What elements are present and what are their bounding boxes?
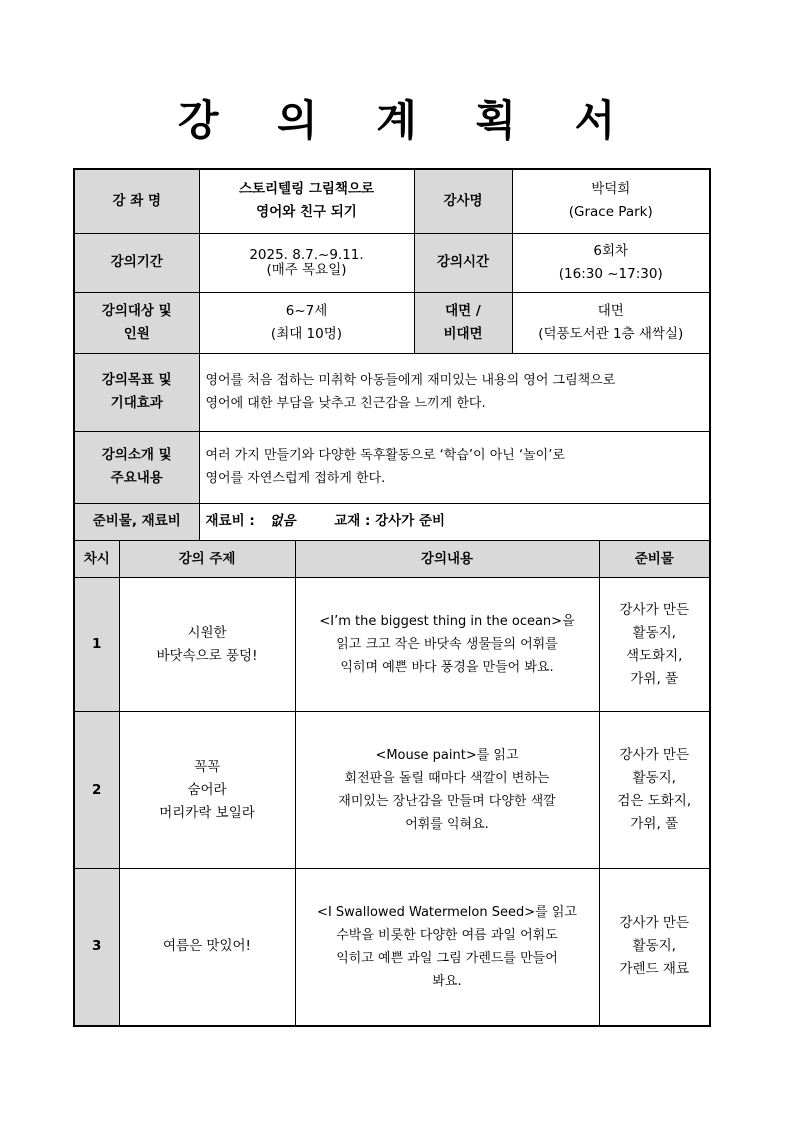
materials-fee-value: 없음	[269, 513, 296, 529]
materials-text-label: 교재 : 강사가 준비	[334, 513, 446, 529]
header-topic: 강의 주제	[119, 541, 295, 578]
session-prep: 강사가 만든 활동지, 검은 도화지, 가위, 풀	[599, 712, 710, 869]
time-value: 6회차 (16:30 ~17:30)	[512, 233, 710, 292]
course-name-label: 강 좌 명	[74, 169, 199, 233]
course-name-value: 스토리텔링 그림책으로 영어와 친구 되기	[199, 169, 414, 233]
goal-label: 강의목표 및 기대효과	[74, 353, 199, 431]
schedule-header-row	[74, 541, 710, 578]
session-content: <Mouse paint>를 읽고 회전판을 돌릴 때마다 색깔이 변하는 재미있는 장난감을 만들며 다양한 색깔 어휘를 익혀요.	[295, 712, 599, 869]
header-content: 강의내용	[295, 541, 599, 578]
instructor-label: 강사명	[414, 169, 512, 233]
intro-label: 강의소개 및 주요내용	[74, 431, 199, 503]
materials-label: 준비물, 재료비	[74, 503, 199, 540]
intro-text: 여러 가지 만들기와 다양한 독후활동으로 ‘학습’이 아닌 ‘놀이’로 영어를 자연스럽게 접하게 한다.	[199, 431, 710, 503]
course-info-table	[73, 168, 711, 541]
goal-text: 영어를 처음 접하는 미취학 아동들에게 재미있는 내용의 영어 그림책으로 영어에 대한 부담을 낮추고 친근감을 느끼게 한다.	[199, 353, 710, 431]
table-row	[74, 578, 710, 712]
mode-label: 대면 / 비대면	[414, 292, 512, 353]
session-topic: 여름은 맛있어!	[119, 869, 295, 1026]
materials-value	[199, 503, 710, 540]
period-value: 2025. 8.7.~9.11. (매주 목요일)	[199, 233, 414, 292]
table-row	[74, 869, 710, 1026]
mode-value: 대면 (덕풍도서관 1층 새싹실)	[512, 292, 710, 353]
session-content: <I Swallowed Watermelon Seed>를 읽고 수박을 비롯한 다양한 여름 과일 어휘도 익히고 예쁜 과일 그림 가렌드를 만들어 봐요.	[295, 869, 599, 1026]
period-label: 강의기간	[74, 233, 199, 292]
instructor-value: 박덕희 (Grace Park)	[512, 169, 710, 233]
target-label: 강의대상 및 인원	[74, 292, 199, 353]
session-content: <I’m the biggest thing in the ocean>을 읽고 크고 작은 바닷속 생물들의 어휘를 익히며 예쁜 바다 풍경을 만들어 봐요.	[295, 578, 599, 712]
session-topic: 시원한 바닷속으로 풍덩!	[119, 578, 295, 712]
session-number: 3	[74, 869, 119, 1026]
session-number: 2	[74, 712, 119, 869]
session-topic: 꼭꼭 숨어라 머리카락 보일라	[119, 712, 295, 869]
session-prep: 강사가 만든 활동지, 색도화지, 가위, 풀	[599, 578, 710, 712]
materials-fee-label: 재료비 :	[205, 513, 255, 529]
table-row	[74, 712, 710, 869]
session-prep: 강사가 만든 활동지, 가렌드 재료	[599, 869, 710, 1026]
session-number: 1	[74, 578, 119, 712]
header-session: 차시	[74, 541, 119, 578]
document-title: 강 의 계 획 서	[177, 96, 638, 145]
target-value: 6~7세 (최대 10명)	[199, 292, 414, 353]
time-label: 강의시간	[414, 233, 512, 292]
schedule-table	[73, 540, 711, 1027]
header-prep: 준비물	[599, 541, 710, 578]
